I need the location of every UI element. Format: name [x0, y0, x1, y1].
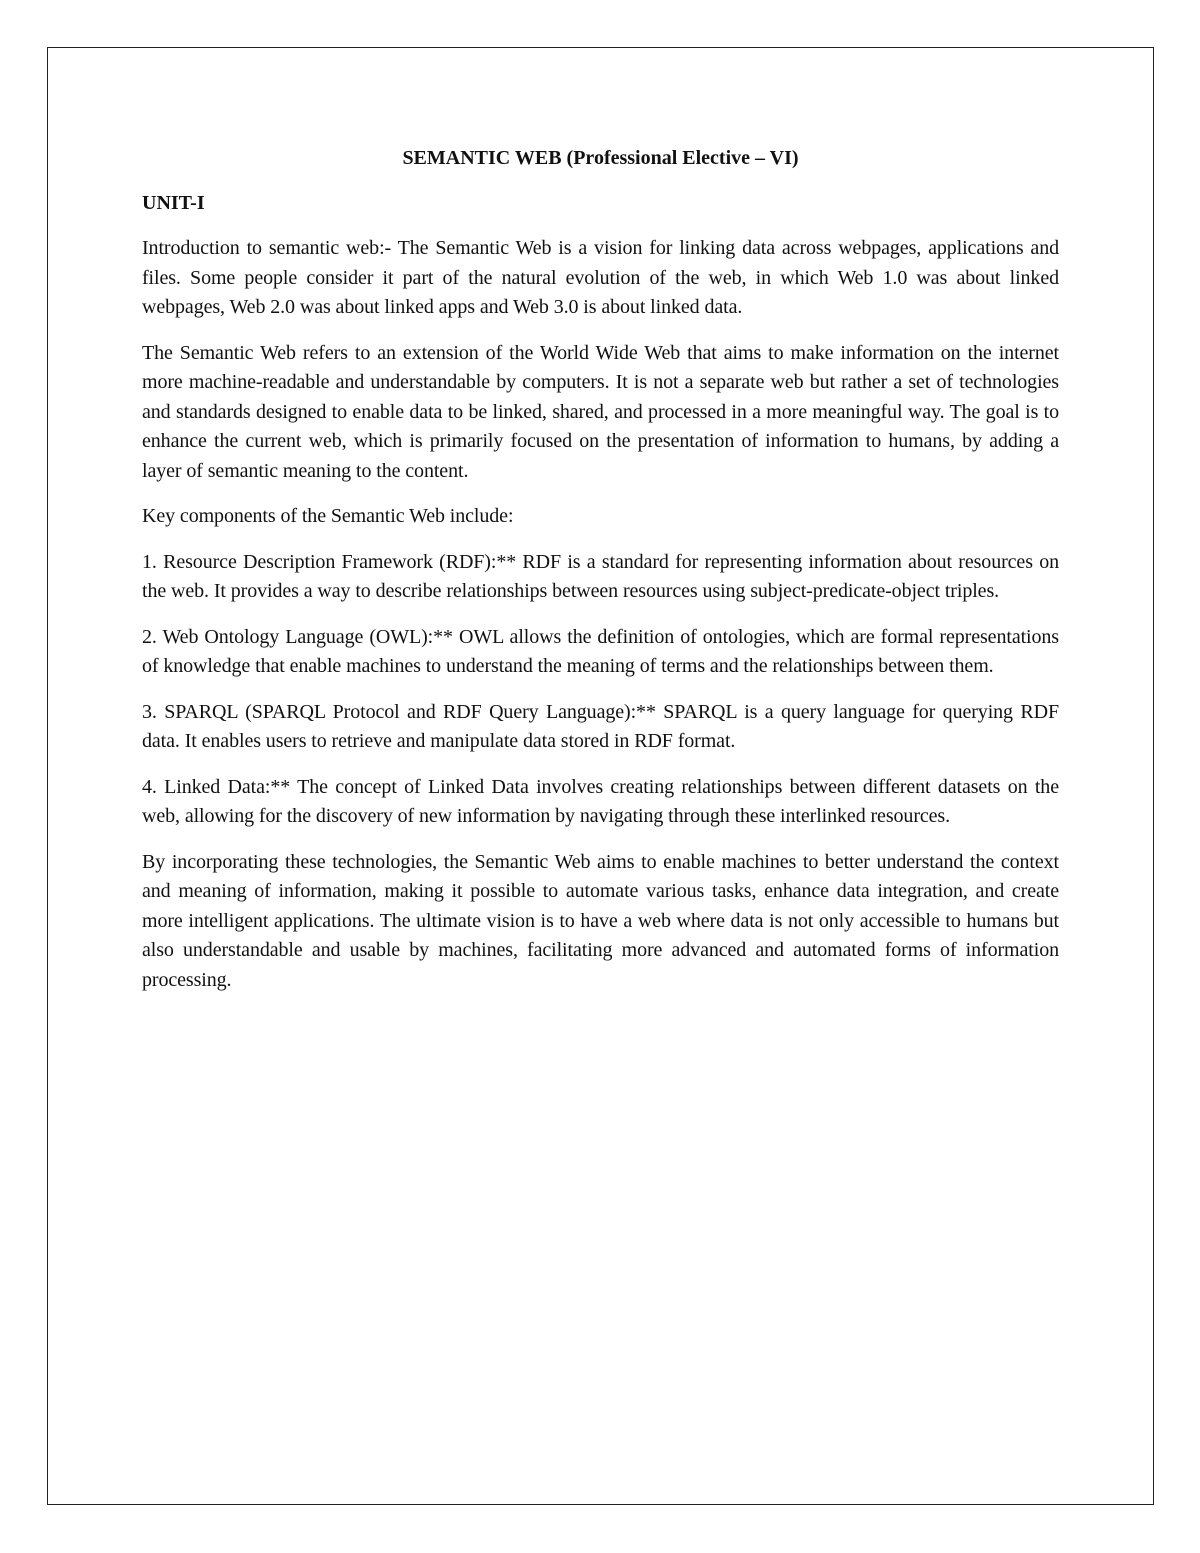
paragraph-key-components: Key components of the Semantic Web include: [142, 505, 514, 527]
list-item-rdf: 1. Resource Description Framework (RDF):** RDF is a standard for representing information about resources on the web. It provides a way to describe relationships between resources using subject-predicate-object triples. [142, 550, 1059, 602]
paragraph-introduction: Introduction to semantic web:- The Semantic Web is a vision for linking data across webpages, applications and files. Some people consider it part of the natural evolution of the web, in which Web 1.0 was about linked webpages, Web 2.0 was about linked apps and Web 3.0 is about linked data. [142, 237, 1059, 318]
list-item-linked-data: 4. Linked Data:** The concept of Linked Data involves creating relationships between different datasets on the web, allowing for the discovery of new information by navigating through these interlinked resources. [142, 775, 1059, 827]
unit-heading: UNIT-I [142, 192, 205, 214]
paragraph-definition: The Semantic Web refers to an extension of the World Wide Web that aims to make information on the internet more machine-readable and understandable by computers. It is not a separate web but rather a set of technologies and standards designed to enable data to be linked, shared, and processed in a more meaningful way. The goal is to enhance the current web, which is primarily focused on the presentation of information to humans, by adding a layer of semantic meaning to the content. [142, 341, 1059, 482]
list-item-sparql: 3. SPARQL (SPARQL Protocol and RDF Query Language):** SPARQL is a query language for querying RDF data. It enables users to retrieve and manipulate data stored in RDF format. [142, 700, 1059, 752]
list-item-owl: 2. Web Ontology Language (OWL):** OWL allows the definition of ontologies, which are formal representations of knowledge that enable machines to understand the meaning of terms and the relationships between them. [142, 625, 1059, 677]
document-title: SEMANTIC WEB (Professional Elective – VI) [402, 147, 799, 169]
document-body [142, 144, 1059, 1011]
paragraph-conclusion: By incorporating these technologies, the Semantic Web aims to enable machines to better understand the context and meaning of information, making it possible to automate various tasks, enhance data integration, and create more intelligent applications. The ultimate vision is to have a web where data is not only accessible to humans but also understandable and usable by machines, facilitating more advanced and automated forms of information processing. [142, 850, 1059, 991]
